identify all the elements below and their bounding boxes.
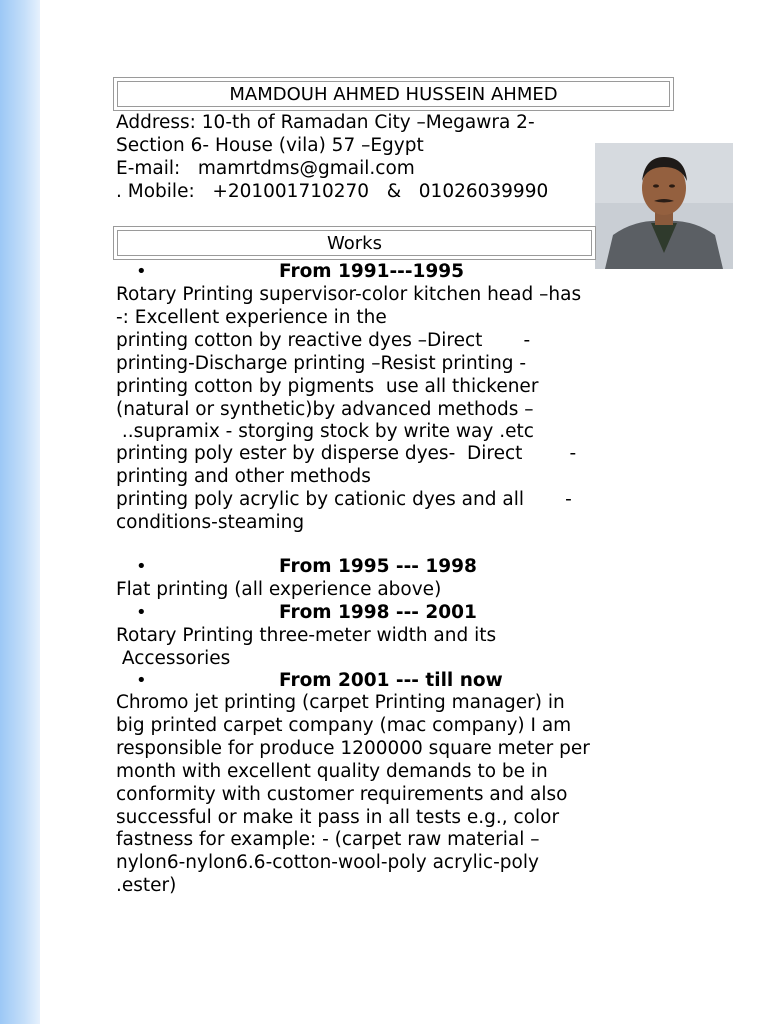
bullet-icon: • — [136, 602, 147, 623]
work-line: printing poly ester by disperse dyes- Direct - — [116, 443, 577, 464]
bullet-icon: • — [136, 261, 147, 282]
work-entry-header — [116, 602, 656, 625]
work-line: printing poly acrylic by cationic dyes and all - — [116, 489, 572, 510]
work-line: Rotary Printing supervisor-color kitchen head –has — [116, 284, 582, 305]
work-line: successful or make it pass in all tests e.g., color — [116, 807, 560, 828]
work-line: big printed carpet company (mac company) I am — [116, 715, 572, 736]
works-heading: Works — [117, 230, 592, 256]
work-line: printing and other methods — [116, 466, 371, 487]
profile-photo — [595, 143, 733, 269]
work-entry-header — [116, 670, 656, 693]
work-line: (natural or synthetic)by advanced methods – — [116, 399, 534, 420]
work-line: .ester) — [116, 875, 177, 896]
mobile-line: . Mobile: +201001710270 & 01026039990 — [116, 181, 549, 202]
work-period: From 1995 --- 1998 — [279, 556, 477, 577]
address-line-2: Section 6- House (vila) 57 –Egypt — [116, 135, 424, 156]
work-line: fastness for example: - (carpet raw material – — [116, 829, 540, 850]
works-heading-box — [113, 226, 596, 260]
work-line: printing cotton by pigments use all thickener — [116, 376, 539, 397]
address-line-1: Address: 10-th of Ramadan City –Megawra 2- — [116, 112, 535, 133]
work-line: Accessories — [116, 648, 231, 669]
work-line: month with excellent quality demands to be in — [116, 761, 548, 782]
work-period: From 1991---1995 — [279, 261, 465, 282]
work-period: From 1998 --- 2001 — [279, 602, 477, 623]
work-line: responsible for produce 1200000 square meter per — [116, 738, 590, 759]
work-entry-header — [116, 556, 656, 579]
work-line: -: Excellent experience in the — [116, 307, 387, 328]
work-line: conformity with customer requirements and also — [116, 784, 568, 805]
left-gradient-bar — [0, 0, 40, 1024]
bullet-icon: • — [136, 556, 147, 577]
work-line: Flat printing (all experience above) — [116, 579, 442, 600]
work-period: From 2001 --- till now — [279, 670, 503, 691]
work-line: nylon6-nylon6.6-cotton-wool-poly acrylic-poly — [116, 852, 539, 873]
name-header: MAMDOUH AHMED HUSSEIN AHMED — [117, 81, 670, 107]
email-line: E-mail: mamrtdms@gmail.com — [116, 158, 415, 179]
work-line: conditions-steaming — [116, 512, 305, 533]
work-entry-header — [116, 261, 656, 284]
work-line: Chromo jet printing (carpet Printing manager) in — [116, 692, 565, 713]
work-line: Rotary Printing three-meter width and its — [116, 625, 497, 646]
work-line: ..supramix - storging stock by write way .etc — [116, 421, 534, 442]
bullet-icon: • — [136, 670, 147, 691]
name-header-box — [113, 77, 674, 111]
work-line: printing cotton by reactive dyes –Direct - — [116, 330, 531, 351]
work-line: printing-Discharge printing –Resist printing - — [116, 353, 527, 374]
